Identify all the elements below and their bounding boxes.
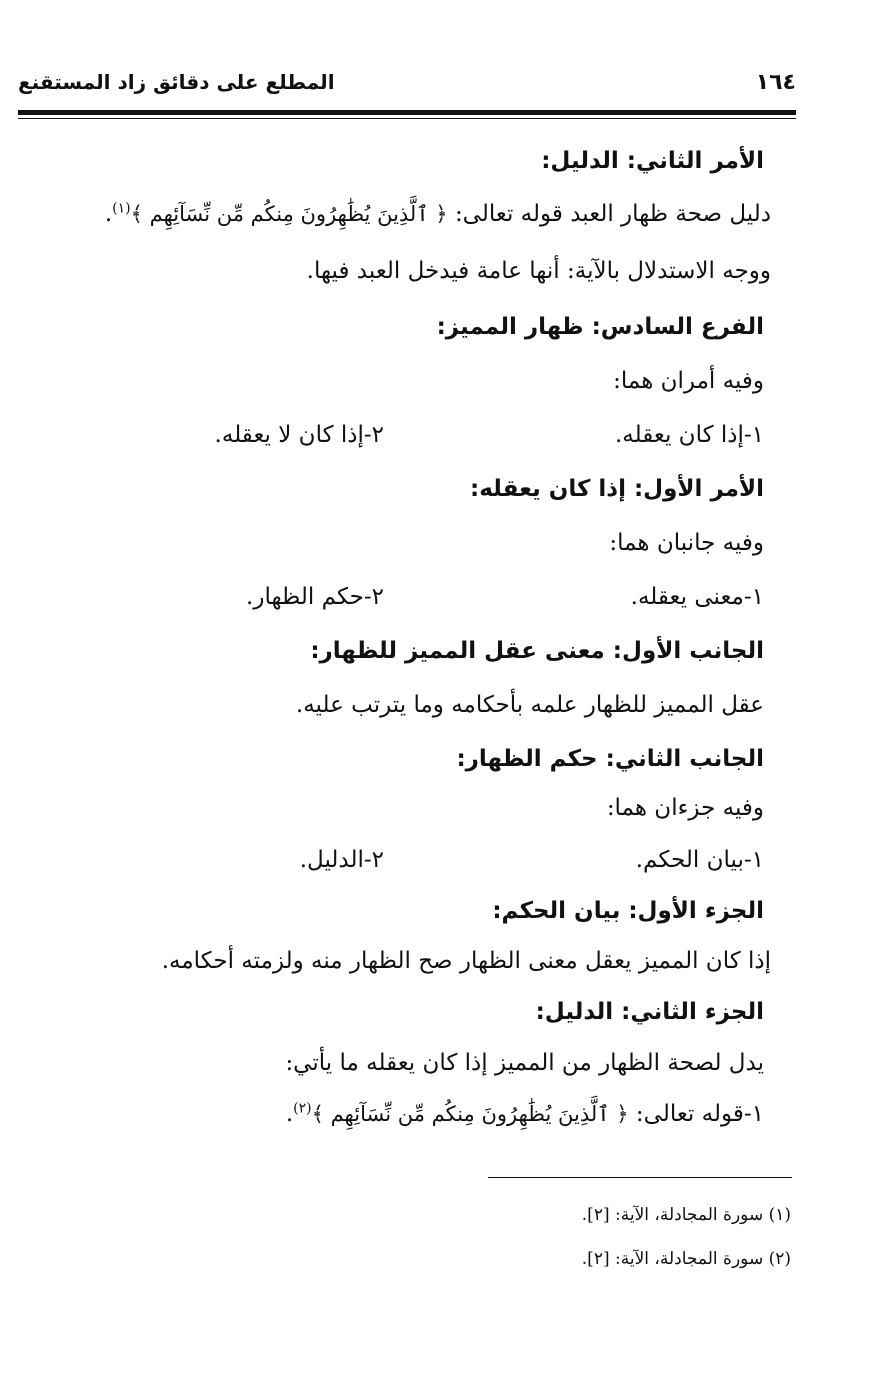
list-item: ١-معنى يعقله. — [630, 584, 764, 610]
list-item: ٢-حكم الظهار. — [246, 584, 384, 610]
book-title: المطلع على دقائق زاد المستقنع — [18, 70, 335, 94]
page-number: ١٦٤ — [755, 70, 796, 95]
paragraph-inference: ووجه الاستدلال بالآية: أنها عامة فيدخل العبد فيها. — [306, 258, 771, 284]
paragraph-ruling: إذا كان المميز يعقل معنى الظهار صح الظهار منه ولزمته أحكامه. — [161, 948, 771, 974]
list-two-parts — [84, 837, 764, 883]
sentence-end: . — [104, 201, 113, 227]
paragraph-evidence-intro: يدل لصحة الظهار من المميز إذا كان يعقله ما يأتي: — [285, 1050, 764, 1076]
page-header — [18, 70, 796, 106]
paragraph-slave-zihar-evidence — [41, 191, 771, 237]
heading-second-part: الجزء الثاني: الدليل: — [535, 999, 764, 1025]
paragraph-two-matters: وفيه أمران هما: — [613, 368, 764, 394]
list-item: ١-إذا كان يعقله. — [614, 422, 764, 448]
heading-second-aspect: الجانب الثاني: حكم الظهار: — [456, 746, 764, 772]
paragraph-discerning-definition: عقل المميز للظهار علمه بأحكامه وما يترتب عليه. — [295, 692, 764, 718]
list-item: ٢-الدليل. — [299, 847, 384, 873]
paragraph-two-aspects: وفيه جانبان هما: — [609, 530, 764, 556]
evidence-text: دليل صحة ظهار العبد قوله تعالى: — [454, 201, 771, 227]
header-rule-thin — [18, 118, 796, 119]
list-item: ٢-إذا كان لا يعقله. — [214, 422, 384, 448]
heading-second-matter-evidence: الأمر الثاني: الدليل: — [541, 148, 764, 174]
list-item: ١-بيان الحكم. — [635, 847, 764, 873]
quran-verse: ﴿ ٱلَّذِينَ يُظَٰهِرُونَ مِنكُم مِّن نِّسَآئِهِم ﴾ — [311, 1102, 629, 1126]
quran-verse: ﴿ ٱلَّذِينَ يُظَٰهِرُونَ مِنكُم مِّن نِّسَآئِهِم ﴾ — [130, 202, 448, 226]
list-two-aspects — [84, 574, 764, 620]
list-two-matters — [84, 412, 764, 458]
footnote-2: (٢) سورة المجادلة، الآية: [٢]. — [581, 1249, 791, 1269]
footnote-ref-2: (٢) — [293, 1100, 312, 1117]
footnote-ref-1: (١) — [112, 200, 131, 217]
paragraph-two-parts: وفيه جزءان هما: — [606, 795, 764, 821]
heading-first-aspect: الجانب الأول: معنى عقل المميز للظهار: — [310, 638, 764, 664]
evidence-text: ١-قوله تعالى: — [635, 1101, 764, 1127]
sentence-end: . — [285, 1101, 294, 1127]
heading-first-matter: الأمر الأول: إذا كان يعقله: — [470, 476, 764, 502]
heading-first-part: الجزء الأول: بيان الحكم: — [492, 898, 764, 924]
heading-sixth-branch: الفرع السادس: ظهار المميز: — [436, 314, 764, 340]
paragraph-verse-evidence — [84, 1091, 764, 1137]
header-rule-thick — [18, 110, 796, 115]
footnote-separator — [488, 1177, 792, 1178]
footnote-1: (١) سورة المجادلة، الآية: [٢]. — [581, 1205, 791, 1225]
